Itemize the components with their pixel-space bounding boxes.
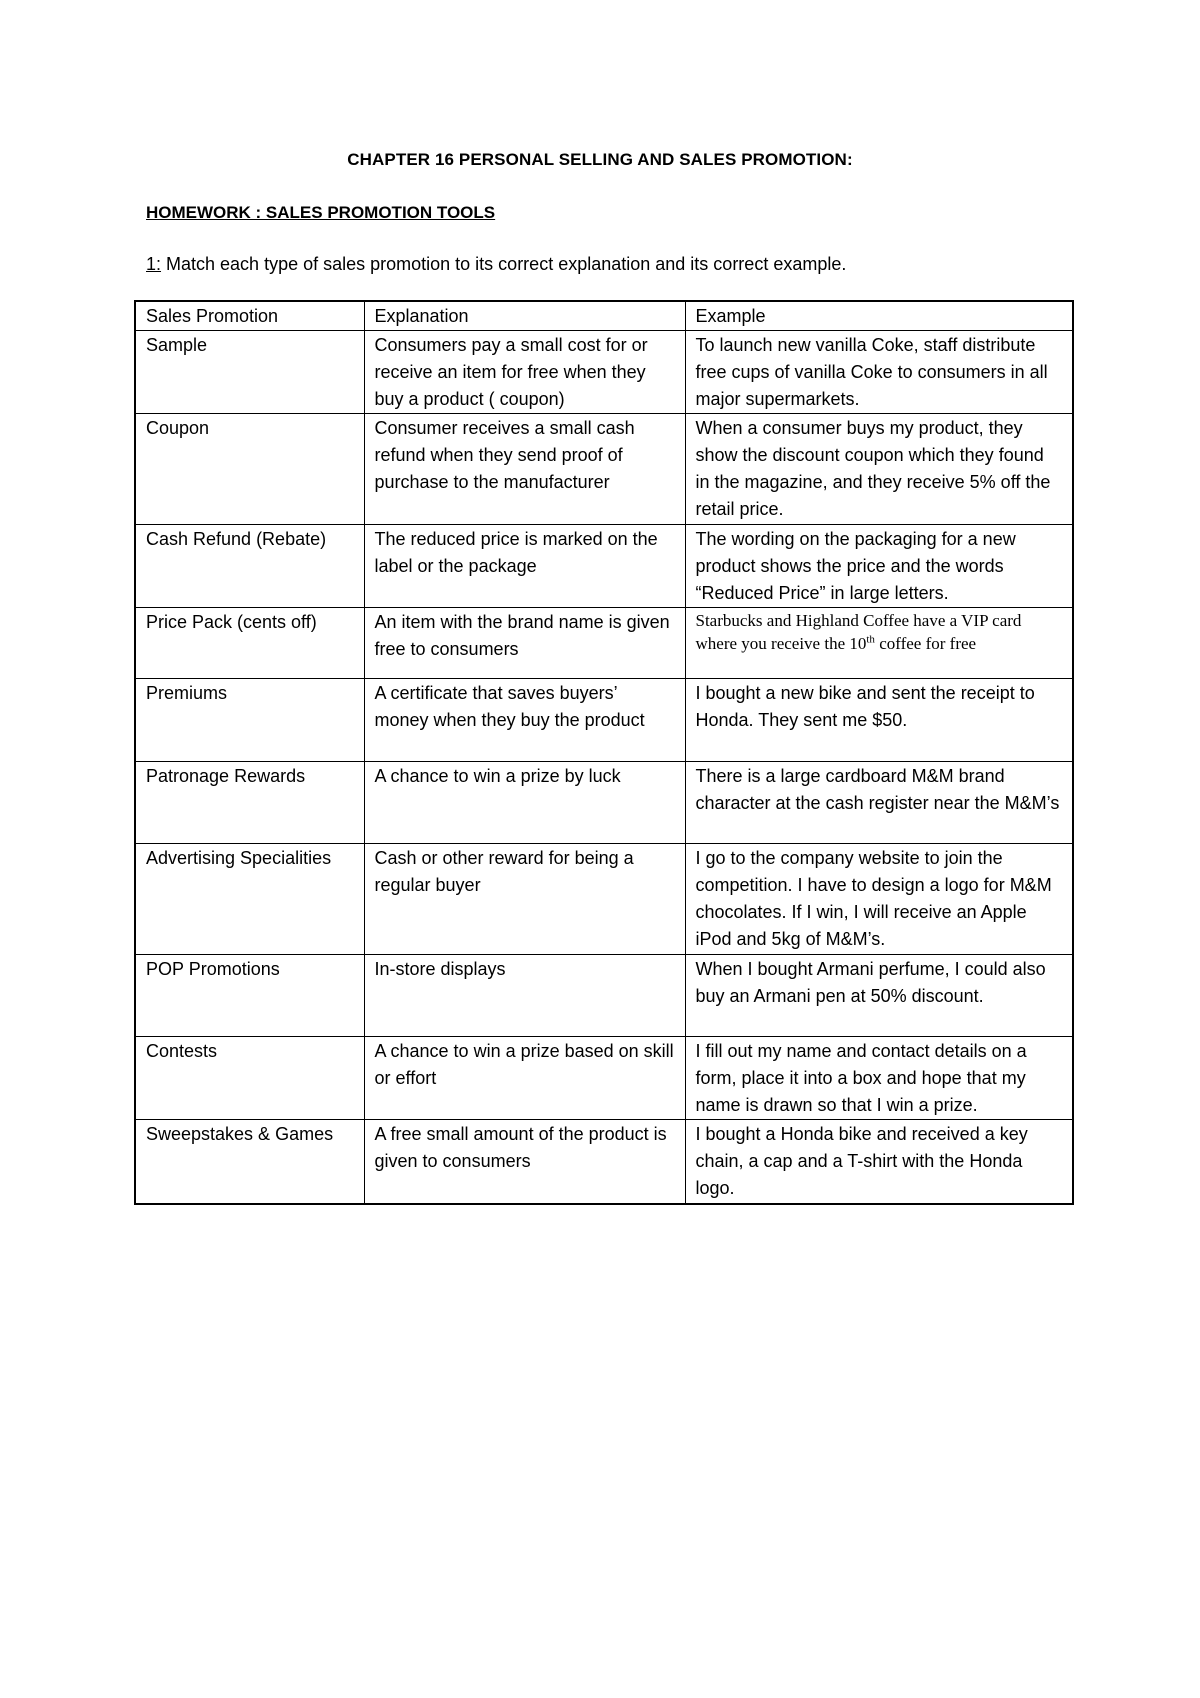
example-cell: When I bought Armani perfume, I could also buy an Armani pen at 50% discount. bbox=[685, 955, 1073, 1037]
explanation-cell: A chance to win a prize by luck bbox=[364, 762, 685, 844]
promotion-cell: Cash Refund (Rebate) bbox=[135, 525, 364, 608]
instruction bbox=[146, 254, 846, 275]
header-explanation: Explanation bbox=[364, 301, 685, 331]
promotion-cell: Premiums bbox=[135, 679, 364, 762]
explanation-cell: A certificate that saves buyers’ money when they buy the product bbox=[364, 679, 685, 762]
promotion-cell: Patronage Rewards bbox=[135, 762, 364, 844]
table-row bbox=[135, 414, 1073, 525]
explanation-cell: A chance to win a prize based on skill or effort bbox=[364, 1037, 685, 1120]
header-example: Example bbox=[685, 301, 1073, 331]
explanation-cell: The reduced price is marked on the label or the package bbox=[364, 525, 685, 608]
example-cell: There is a large cardboard M&M brand character at the cash register near the M&M’s bbox=[685, 762, 1073, 844]
promotion-cell: Sample bbox=[135, 331, 364, 414]
ordinal-suffix: th bbox=[866, 633, 875, 646]
promotion-cell: POP Promotions bbox=[135, 955, 364, 1037]
example-cell bbox=[685, 608, 1073, 679]
example-cell: I fill out my name and contact details on a form, place it into a box and hope that my name is drawn so that I win a prize. bbox=[685, 1037, 1073, 1120]
example-cell: I go to the company website to join the competition. I have to design a logo for M&M chocolates. If I win, I will receive an Apple iPod and 5kg of M&M’s. bbox=[685, 844, 1073, 955]
table-row bbox=[135, 525, 1073, 608]
explanation-cell: Consumers pay a small cost for or receive an item for free when they buy a product ( coupon) bbox=[364, 331, 685, 414]
table-row bbox=[135, 679, 1073, 762]
header-sales-promotion: Sales Promotion bbox=[135, 301, 364, 331]
example-cell: I bought a Honda bike and received a key chain, a cap and a T-shirt with the Honda logo. bbox=[685, 1120, 1073, 1204]
example-cell: To launch new vanilla Coke, staff distribute free cups of vanilla Coke to consumers in all major supermarkets. bbox=[685, 331, 1073, 414]
promotion-cell: Sweepstakes & Games bbox=[135, 1120, 364, 1204]
table-row bbox=[135, 331, 1073, 414]
promotion-cell: Coupon bbox=[135, 414, 364, 525]
instruction-text: Match each type of sales promotion to its correct explanation and its correct example. bbox=[161, 254, 847, 274]
example-cell: When a consumer buys my product, they show the discount coupon which they found in the magazine, and they receive 5% off the retail price. bbox=[685, 414, 1073, 525]
explanation-cell: An item with the brand name is given free to consumers bbox=[364, 608, 685, 679]
table-row bbox=[135, 955, 1073, 1037]
sales-promotion-table bbox=[134, 300, 1074, 1205]
promotion-cell: Advertising Specialities bbox=[135, 844, 364, 955]
homework-heading: HOMEWORK : SALES PROMOTION TOOLS bbox=[146, 203, 496, 222]
page-title: CHAPTER 16 PERSONAL SELLING AND SALES PROMOTION: bbox=[347, 150, 853, 169]
explanation-cell: A free small amount of the product is given to consumers bbox=[364, 1120, 685, 1204]
table-row bbox=[135, 762, 1073, 844]
explanation-cell: In-store displays bbox=[364, 955, 685, 1037]
example-text-start: Starbucks and Highland Coffee have a VIP card where you receive the 10 bbox=[695, 611, 1022, 653]
example-cell: I bought a new bike and sent the receipt to Honda. They sent me $50. bbox=[685, 679, 1073, 762]
table-row bbox=[135, 844, 1073, 955]
table-row bbox=[135, 608, 1073, 679]
example-cell: The wording on the packaging for a new product shows the price and the words “Reduced Price” in large letters. bbox=[685, 525, 1073, 608]
table-row bbox=[135, 1120, 1073, 1204]
promotion-cell: Price Pack (cents off) bbox=[135, 608, 364, 679]
example-text-end: coffee for free bbox=[874, 634, 977, 653]
explanation-cell: Consumer receives a small cash refund when they send proof of purchase to the manufacturer bbox=[364, 414, 685, 525]
instruction-number: 1: bbox=[146, 254, 162, 274]
explanation-cell: Cash or other reward for being a regular buyer bbox=[364, 844, 685, 955]
table-header-row bbox=[135, 301, 1073, 331]
table-row bbox=[135, 1037, 1073, 1120]
promotion-cell: Contests bbox=[135, 1037, 364, 1120]
